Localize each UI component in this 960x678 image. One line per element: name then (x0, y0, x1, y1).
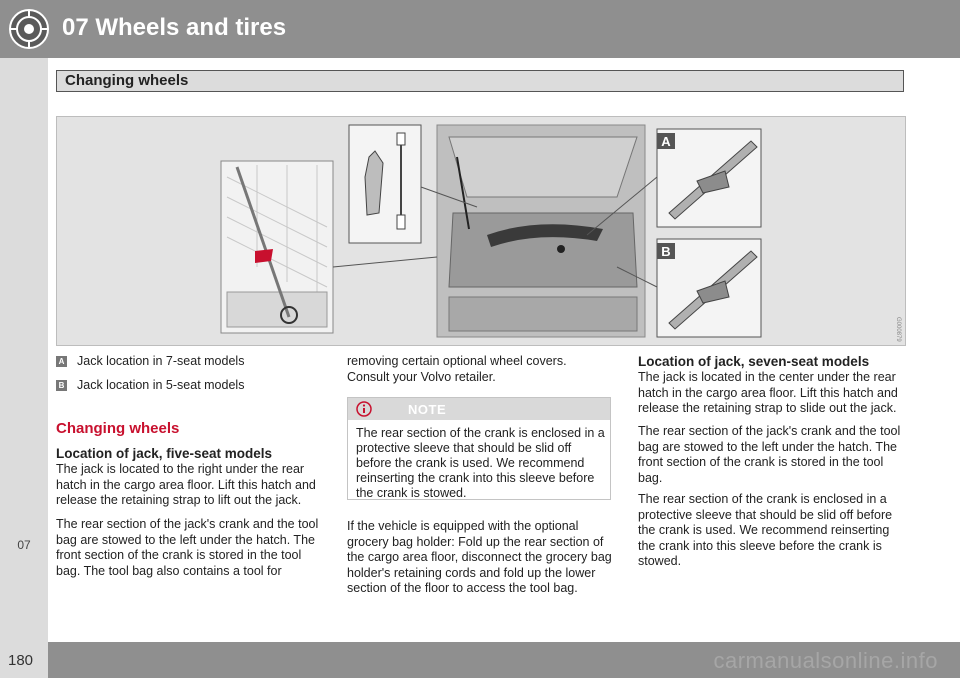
five-seat-heading: Location of jack, five-seat models (56, 446, 273, 461)
car-rear-illustration (437, 125, 645, 337)
jack-illustration (57, 117, 907, 347)
label-b: B (661, 244, 671, 259)
page-header (0, 0, 960, 58)
note-title: NOTE (408, 402, 447, 417)
footer-page-tab (0, 642, 48, 678)
info-icon (356, 401, 372, 417)
page-number: 180 (8, 652, 34, 669)
tool-bag-paragraph: If the vehicle is equipped with the optional grocery bag holder: Fold up the rear section of the cargo area floor, disconnect the grocery bag holder's retaining cords and fold up the lower section of the floor to access the tool bag. (347, 519, 612, 595)
sidebar (0, 58, 48, 642)
five-seat-para-2: The rear section of the jack's crank and the tool bag are stowed to the left under the hatch. The front section of the crank is stored in the tool bag. The tool bag also contains a tool for (56, 517, 319, 578)
seven-seat-para-3: The rear section of the crank is enclosed in a protective sleeve that should be slid off before the crank is used. We recommend reinserting the crank into this sleeve before the crank is stowed. (638, 492, 893, 568)
note-header (348, 398, 610, 420)
five-seat-para-1: The jack is located to the right under the rear hatch in the cargo area floor. Lift this hatch and release the retaining strap to lift out the jack. (56, 462, 316, 507)
section-title: Changing wheels (65, 72, 189, 89)
chapter-tab: 07 (17, 538, 31, 552)
page-footer (0, 642, 960, 678)
tire-icon (8, 8, 50, 50)
cargo-floor-illustration (221, 161, 333, 333)
chapter-title: 07 Wheels and tires (62, 14, 287, 41)
callout-a-text: Jack location in 7-seat models (77, 354, 245, 368)
callout-a (56, 354, 244, 369)
seven-seat-para-2: The rear section of the jack's crank and the tool bag are stowed to the left under the hatch. The front section of the crank is stored in the tool bag. (638, 424, 901, 485)
changing-wheels-heading: Changing wheels (56, 420, 180, 437)
callout-b (56, 378, 244, 393)
callout-b-badge: B (56, 380, 67, 391)
section-bar (56, 70, 904, 92)
note-box (347, 397, 611, 500)
seven-seat-heading: Location of jack, seven-seat models (638, 354, 870, 369)
seven-seat-para-1: The jack is located in the center under the rear hatch in the cargo area floor. Lift this hatch and release the retaining strap to slide out the jack. (638, 370, 898, 415)
note-text: The rear section of the crank is enclosed in a protective sleeve that should be slid off before the crank is used. We recommend reinserting the crank into this sleeve before the crank is stowed. (356, 426, 605, 500)
figure-code: G000879 (895, 317, 901, 342)
five-seat-para-3: removing certain optional wheel covers. Consult your Volvo retailer. (347, 354, 567, 384)
label-a: A (661, 134, 671, 149)
tool-bag-inset (349, 125, 421, 243)
jack-location-figure (56, 116, 906, 346)
watermark: carmanualsonline.info (713, 648, 938, 673)
callout-a-badge: A (56, 356, 67, 367)
callout-b-text: Jack location in 5-seat models (77, 378, 245, 392)
